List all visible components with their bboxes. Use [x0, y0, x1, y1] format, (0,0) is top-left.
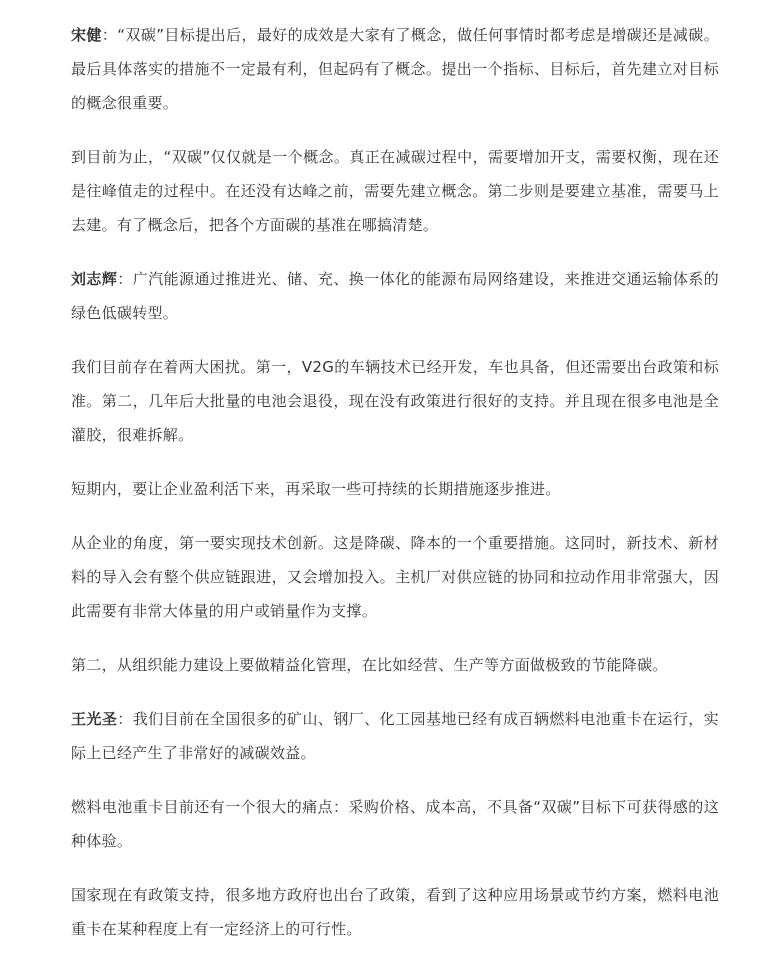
paragraph-pain-point — [71, 790, 719, 858]
paragraph-text: 到目前为止，“双碳”仅仅就是一个概念。真正在减碳过程中，需要增加开支，需要权衡，现在还是往峰值走的过程中。在还没有达峰之前，需要先建立概念。第二步则是要建立基准，需要马上去建。有了概念后，把各个方面碳的基准在哪搞清楚。 — [71, 148, 719, 234]
paragraph-short-term — [71, 472, 719, 506]
paragraph-lean-management — [71, 648, 719, 682]
article-body — [71, 18, 719, 966]
paragraph-wang-guangsheng — [71, 702, 719, 770]
paragraph-text: 国家现在有政策支持，很多地方政府也出台了政策，看到了这种应用场景或节约方案，燃料电池重卡在某种程度上有一定经济上的可行性。 — [71, 886, 719, 938]
paragraph-song-jian — [71, 18, 719, 120]
speaker-name: 宋健 — [71, 26, 102, 44]
paragraph-liu-zhihui — [71, 262, 719, 330]
paragraph-carbon-concept — [71, 140, 719, 242]
paragraph-text: ：“双碳”目标提出后，最好的成效是大家有了概念，做任何事情时都考虑是增碳还是减碳。最后具体落实的措施不一定最有利，但起码有了概念。提出一个指标、目标后，首先建立对目标的概念很重要。 — [71, 26, 719, 112]
paragraph-text: 从企业的角度，第一要实现技术创新。这是降碳、降本的一个重要措施。这同时，新技术、新材料的导入会有整个供应链跟进，又会增加投入。主机厂对供应链的协同和拉动作用非常强大，因此需要有非常大体量的用户或销量作为支撑。 — [71, 534, 719, 620]
paragraph-text: 短期内，要让企业盈利活下来，再采取一些可持续的长期措施逐步推进。 — [71, 480, 561, 498]
paragraph-two-problems — [71, 350, 719, 452]
speaker-name: 刘志辉 — [71, 270, 118, 288]
paragraph-text: 我们目前存在着两大困扰。第一，V2G的车辆技术已经开发，车也具备，但还需要出台政策和标准。第二，几年后大批量的电池会退役，现在没有政策进行很好的支持。并且现在很多电池是全灌胶，很难拆解。 — [71, 358, 719, 444]
paragraph-text: 燃料电池重卡目前还有一个很大的痛点：采购价格、成本高，不具备“双碳”目标下可获得感的这种体验。 — [71, 798, 719, 850]
speaker-name: 王光圣 — [71, 710, 118, 728]
paragraph-text: ：广汽能源通过推进光、储、充、换一体化的能源布局网络建设，来推进交通运输体系的绿色低碳转型。 — [71, 270, 719, 322]
paragraph-text: 第二，从组织能力建设上要做精益化管理，在比如经营、生产等方面做极致的节能降碳。 — [71, 656, 668, 674]
paragraph-policy-support — [71, 878, 719, 946]
paragraph-text: ：我们目前在全国很多的矿山、钢厂、化工园基地已经有成百辆燃料电池重卡在运行，实际上已经产生了非常好的减碳效益。 — [71, 710, 719, 762]
paragraph-tech-innovation — [71, 526, 719, 628]
